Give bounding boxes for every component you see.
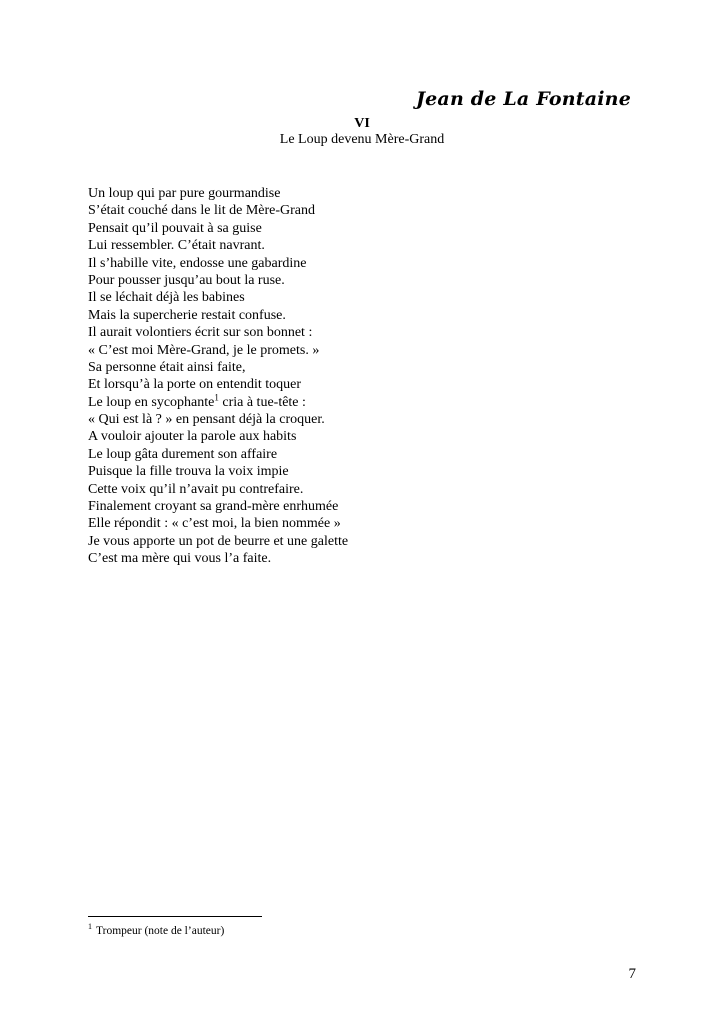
poem-line: Un loup qui par pure gourmandise: [88, 186, 281, 201]
poem-line: S’était couché dans le lit de Mère-Grand: [88, 203, 316, 219]
poem-line: Pensait qu’il pouvait à sa guise: [88, 220, 262, 236]
poem-line: « Qui est là ? » en pensant déjà la croquer.: [88, 412, 325, 428]
poem-body: [88, 185, 648, 568]
chapter-number: VI: [354, 116, 370, 131]
poem-line-with-footnote: [88, 394, 648, 411]
poem-line-tail: cria à tue-tête :: [218, 394, 306, 410]
poem-line: Puisque la fille trouva la voix impie: [88, 464, 289, 480]
poem-line: A vouloir ajouter la parole aux habits: [88, 429, 297, 445]
poem-line: Il aurait volontiers écrit sur son bonnet :: [88, 325, 313, 341]
poem-line: Et lorsqu’à la porte on entendit toquer: [88, 377, 302, 393]
poem-line-text: Le loup en sycophante: [88, 394, 215, 410]
poem-line: « C’est moi Mère-Grand, je le promets. »: [88, 342, 320, 358]
poem-line: Finalement croyant sa grand-mère enrhumée: [88, 499, 339, 515]
poem-line: Pour pousser jusqu’au bout la ruse.: [88, 272, 285, 288]
footnote-divider: [88, 916, 262, 917]
poem-line: Je vous apporte un pot de beurre et une galette: [88, 533, 349, 549]
poem-title: Le Loup devenu Mère-Grand: [279, 132, 445, 147]
footnote: [88, 922, 225, 937]
poem-line: Elle répondit : « c’est moi, la bien nommée »: [88, 516, 341, 532]
poem-line: Il se léchait déjà les babines: [88, 290, 245, 306]
footnote-reference[interactable]: 1: [214, 392, 219, 403]
footnote-marker: 1: [88, 922, 92, 932]
poem-line: Cette voix qu’il n’avait pu contrefaire.: [88, 481, 304, 497]
author-heading: Jean de La Fontaine: [415, 88, 631, 110]
page-number: 7: [628, 966, 636, 982]
poem-line: Sa personne était ainsi faite,: [88, 359, 246, 375]
poem-line: Mais la supercherie restait confuse.: [88, 307, 286, 323]
poem-line: Il s’habille vite, endosse une gabardine: [88, 255, 307, 271]
poem-line: C’est ma mère qui vous l’a faite.: [88, 551, 272, 567]
poem-line: Lui ressembler. C’était navrant.: [88, 238, 265, 254]
poem-line: Le loup gâta durement son affaire: [88, 446, 278, 462]
footnote-text: Trompeur (note de l’auteur): [96, 925, 225, 937]
